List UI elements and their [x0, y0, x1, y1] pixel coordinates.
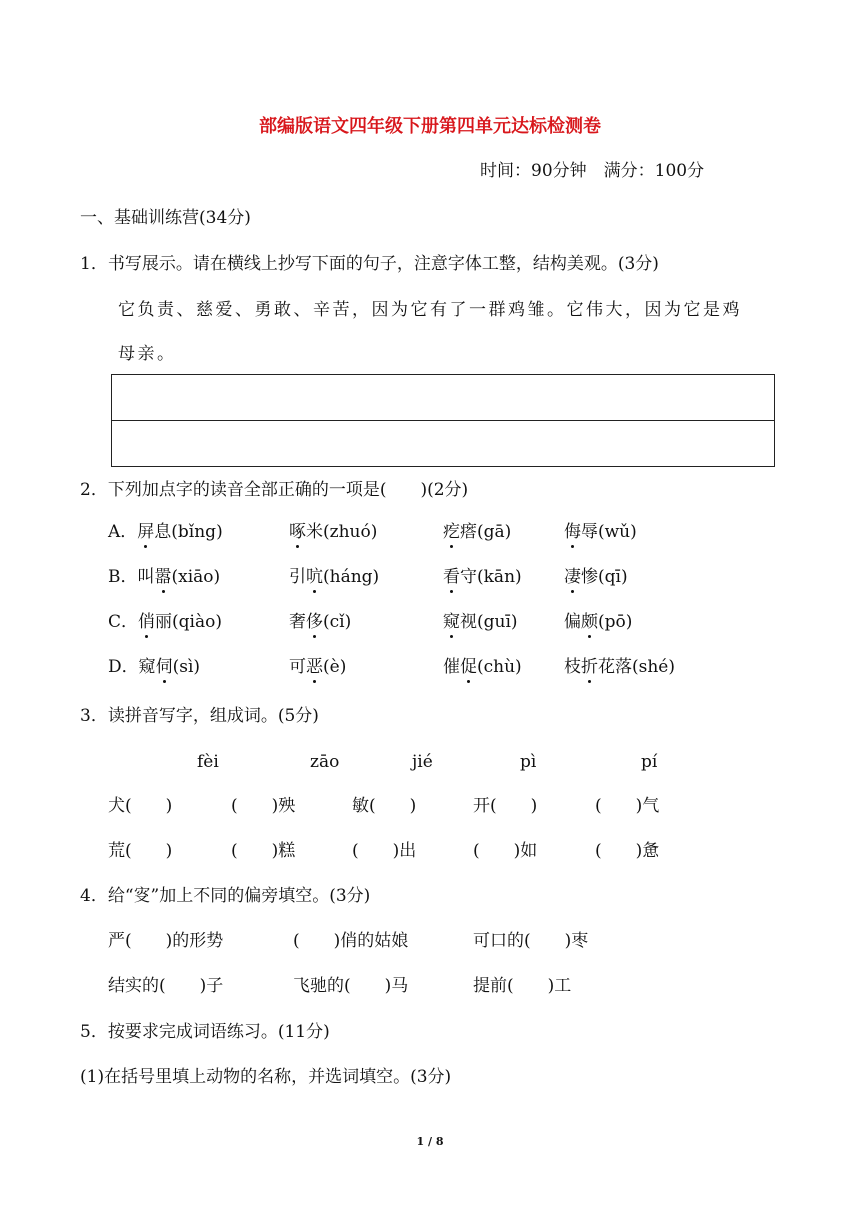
word-blank: 荒( ): [108, 841, 173, 861]
q2-option: [108, 521, 223, 543]
dotted-char: 俏: [138, 612, 156, 632]
exam-meta: 时间：90分钟 满分：100分: [480, 161, 705, 181]
option-text: 窥: [138, 657, 156, 677]
q4-stem: 4．给“叜”加上不同的偏旁填空。(3分): [80, 886, 371, 906]
dotted-char: 促: [460, 657, 477, 677]
option-text: (háng): [323, 567, 380, 587]
option-text: (cǐ): [323, 612, 352, 632]
dotted-char: 恶: [306, 657, 323, 677]
dotted-char: 窥: [443, 612, 460, 632]
dotted-char: 吭: [306, 567, 323, 587]
word-blank: ( )如: [473, 841, 538, 861]
q2-option: [443, 656, 522, 678]
option-text: 息(bǐng): [154, 522, 223, 542]
phrase-blank: ( )俏的姑娘: [293, 931, 409, 951]
dotted-char: 侈: [306, 612, 323, 632]
option-letter: C．: [108, 612, 139, 632]
dotted-char: 看: [443, 567, 460, 587]
option-text: 瘩(gā): [460, 522, 512, 542]
phrase-blank: 严( )的形势: [108, 931, 224, 951]
section-heading: 一、基础训练营(34分): [80, 208, 251, 228]
q2-option: [289, 566, 379, 588]
option-text: 叫: [137, 567, 155, 587]
option-letter: B．: [108, 567, 138, 587]
q2-option: [108, 566, 220, 588]
dotted-char: 伺: [155, 657, 173, 677]
dotted-char: 颇: [581, 612, 598, 632]
writing-box[interactable]: [111, 374, 775, 467]
q2-option: [108, 656, 200, 678]
word-blank: 敏( ): [352, 796, 417, 816]
option-text: 视(guī): [460, 612, 518, 632]
option-text: 催: [443, 657, 460, 677]
option-text: (sì): [172, 657, 201, 677]
q3-stem: 3．读拼音写字，组成词。(5分): [80, 706, 319, 726]
q2-option: [289, 656, 346, 678]
option-text: (chù): [477, 657, 522, 677]
option-text: 引: [289, 567, 306, 587]
word-blank: ( )殃: [231, 796, 296, 816]
dotted-char: 疙: [443, 522, 460, 542]
option-text: 辱(wǔ): [581, 522, 637, 542]
word-blank: ( )气: [595, 796, 660, 816]
q2-option: [564, 521, 637, 543]
word-blank: ( )出: [352, 841, 417, 861]
word-blank: 犬( ): [108, 796, 173, 816]
option-text: 惨(qī): [581, 567, 628, 587]
page-title: 部编版语文四年级下册第四单元达标检测卷: [259, 116, 601, 137]
option-text: 可: [289, 657, 306, 677]
page-number: 1 / 8: [416, 1135, 444, 1148]
option-letter: D．: [108, 657, 139, 677]
writing-box-divider: [112, 420, 774, 421]
option-letter: A．: [108, 522, 138, 542]
q2-option: [108, 611, 222, 633]
q2-option: [564, 566, 628, 588]
option-text: 守(kān): [460, 567, 522, 587]
pinyin-cell: jié: [412, 752, 433, 772]
phrase-blank: 飞驰的( )马: [293, 976, 409, 996]
pinyin-cell: pí: [641, 752, 658, 772]
dotted-char: 嚣: [154, 567, 172, 587]
option-text: (è): [323, 657, 347, 677]
option-text: 偏: [564, 612, 581, 632]
option-text: 丽(qiào): [155, 612, 222, 632]
dotted-char: 屏: [137, 522, 155, 542]
option-text: 米(zhuó): [306, 522, 378, 542]
q2-option: [564, 611, 632, 633]
pinyin-cell: pì: [520, 752, 537, 772]
option-text: 奢: [289, 612, 306, 632]
phrase-blank: 结实的( )子: [108, 976, 224, 996]
phrase-blank: 提前( )工: [473, 976, 572, 996]
q2-option: [564, 656, 675, 678]
word-blank: ( )惫: [595, 841, 660, 861]
word-blank: 开( ): [473, 796, 538, 816]
option-text: (pō): [598, 612, 633, 632]
q2-option: [443, 521, 511, 543]
pinyin-cell: zāo: [310, 752, 340, 772]
option-text: (xiāo): [171, 567, 221, 587]
option-text: 花落(shé): [598, 657, 675, 677]
pinyin-cell: fèi: [197, 752, 219, 772]
q2-option: [443, 566, 522, 588]
word-blank: ( )糕: [231, 841, 296, 861]
q2-option: [289, 611, 351, 633]
q2-stem: 2．下列加点字的读音全部正确的一项是( )(2分): [80, 480, 469, 500]
q1-passage-line2: 母亲。: [118, 344, 177, 364]
q2-option: [289, 521, 377, 543]
q5-stem: 5．按要求完成词语练习。(11分): [80, 1022, 330, 1042]
dotted-char: 凄: [564, 567, 581, 587]
q1-stem: 1．书写展示。请在横线上抄写下面的句子，注意字体工整，结构美观。(3分): [80, 254, 659, 274]
q2-option: [443, 611, 518, 633]
q1-passage-line1: 它负责、慈爱、勇敢、辛苦，因为它有了一群鸡雏。它伟大，因为它是鸡: [118, 300, 742, 320]
dotted-char: 啄: [289, 522, 306, 542]
phrase-blank: 可口的( )枣: [473, 931, 589, 951]
dotted-char: 侮: [564, 522, 581, 542]
option-text: 枝: [564, 657, 581, 677]
q5-sub1: (1)在括号里填上动物的名称，并选词填空。(3分): [80, 1067, 452, 1087]
dotted-char: 折: [581, 657, 598, 677]
